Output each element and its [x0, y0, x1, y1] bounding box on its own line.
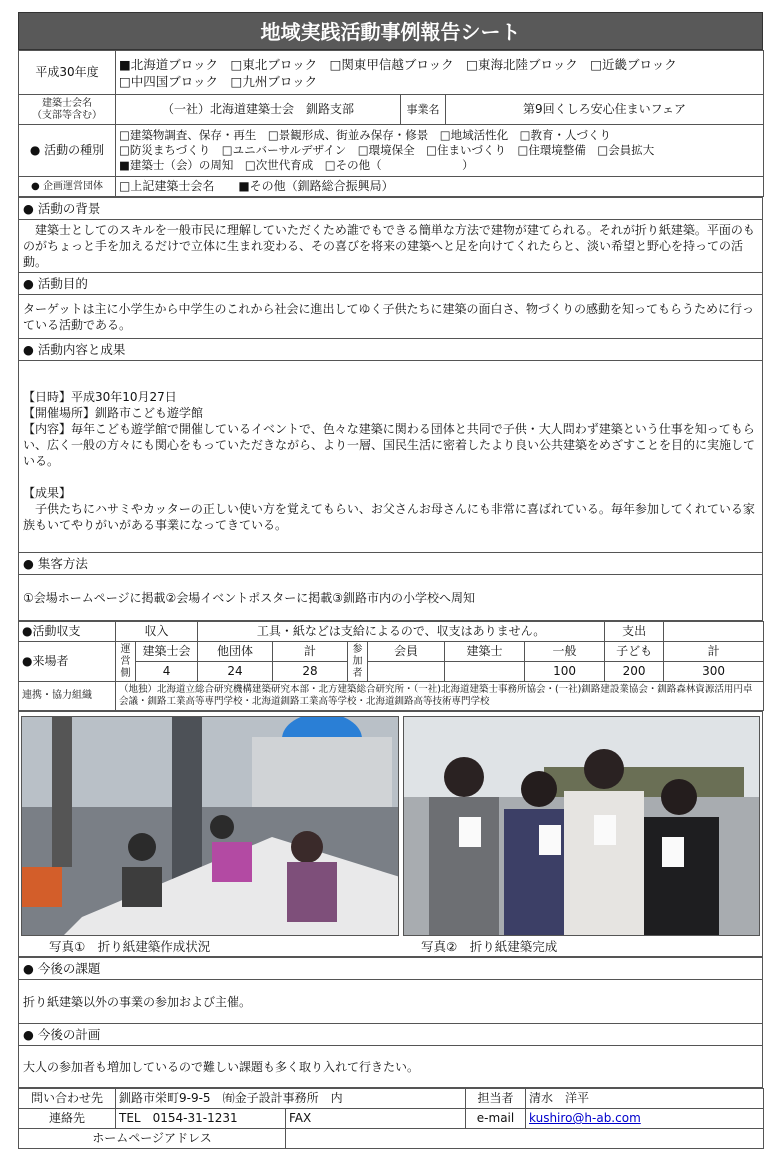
- operator-side-label: 運営側: [116, 642, 136, 682]
- activity-type-label: ● 活動の種別: [19, 125, 116, 177]
- participant-header: 計: [664, 642, 764, 662]
- photo-origami-completed: [403, 716, 760, 936]
- block-options: [116, 51, 764, 95]
- org-label: 建築士会名 （支部等含む）: [19, 95, 116, 125]
- header-table: [18, 50, 764, 197]
- participant-header: 一般: [525, 642, 605, 662]
- partners-label: 連携・協力組織: [19, 682, 116, 711]
- participant-header: 子ども: [605, 642, 664, 662]
- operator-header: 他団体: [198, 642, 273, 662]
- page-title: 地域実践活動事例報告シート: [18, 12, 763, 50]
- project-label: 事業名: [401, 95, 446, 125]
- person-label: 担当者: [466, 1089, 526, 1109]
- participant-value: 100: [525, 662, 605, 682]
- operator-value: 28: [273, 662, 348, 682]
- operator-value: 4: [136, 662, 198, 682]
- participant-value: 200: [605, 662, 664, 682]
- fiscal-year: 平成30年度: [19, 51, 116, 95]
- email-label: e-mail: [466, 1109, 526, 1129]
- purpose-heading: ● 活動目的: [19, 273, 763, 295]
- photo-origami-workshop: [21, 716, 399, 936]
- homepage-label: ホームページアドレス: [19, 1129, 286, 1149]
- participant-value: [368, 662, 445, 682]
- contact-label: 問い合わせ先: [19, 1089, 116, 1109]
- participant-label: 参加者: [348, 642, 368, 682]
- activity-type-options: □建築物調査、保存・再生 □景観形成、街並み保存・修景 □地域活性化 □教育・人づくり □防災まちづくり □ユニバーサルデザイン □環境保全 □住まいづくり □住環境整備 □会員拡大 ■建築士（会）の周知 □次世代育成 □その他（ ）: [116, 125, 764, 177]
- contact-table: [18, 1088, 764, 1149]
- photos-table: [18, 711, 763, 957]
- contact-address: 釧路市栄町9-9-5 ㈲金子設計事務所 内: [116, 1089, 466, 1109]
- photo1-caption: 写真① 折り紙建築作成状況: [49, 939, 211, 954]
- operator-value: 24: [198, 662, 273, 682]
- operator-header: 建築士会: [136, 642, 198, 662]
- participant-header: 会員: [368, 642, 445, 662]
- project-name: 第9回くしろ安心住まいフェア: [446, 95, 764, 125]
- attract-text: ①会場ホームページに掲載②会場イベントポスターに掲載③釧路市内の小学校へ周知: [19, 575, 763, 621]
- contact2-label: 連絡先: [19, 1109, 116, 1129]
- organizer-options: □上記建築士会名 ■その他（釧路総合振興局）: [116, 177, 764, 197]
- expense-label: 支出: [605, 622, 664, 642]
- income-text: 工具・紙などは支給によるので、収支はありません。: [198, 622, 605, 642]
- purpose-text: ターゲットは主に小学生から中学生のこれから社会に進出してゆく子供たちに建築の面白さ、物づくりの感動を知ってもらうために行っている活動である。: [19, 295, 763, 339]
- participant-header: 建築士: [445, 642, 525, 662]
- email-link[interactable]: kushiro@h-ab.com: [529, 1111, 641, 1125]
- photo2-caption: 写真② 折り紙建築完成: [421, 939, 558, 954]
- person-name: 清水 洋平: [526, 1089, 764, 1109]
- budget-table: [18, 621, 764, 711]
- participant-value: [445, 662, 525, 682]
- sections-table: [18, 197, 763, 621]
- background-text: 建築士としてのスキルを一般市民に理解していただくため誰でもできる簡単な方法で建物が建てられる。それが折り紙建築。平面のものがちょっと手を加えるだけで立体に生まれ変わる、その喜びを将来の建築へと足を向けてくれたらと、淡い希望と野心を持っての活動。: [19, 220, 763, 273]
- income-label: 収入: [116, 622, 198, 642]
- plan-text: 大人の参加者も増加しているので難しい課題も多く取り入れて行きたい。: [19, 1046, 763, 1088]
- content-text: 【日時】平成30年10月27日 【開催場所】釧路市こども遊学館 【内容】毎年こども遊学館で開催しているイベントで、色々な建築に関わる団体と共同で子供・大人問わず建築という仕事を知ってもらい、広く一般の方々にも関心をもっていただきながら、より一層、国民生活に密着したより良い公共建築をめざすことを目的に実施している。 【成果】 子供たちにハサミやカッターの正しい使い方を覚えてもらい、お父さんお母さんにも非常に喜ばれている。毎年参加してくれている家族もいてやりがいがある事業になってきている。: [19, 361, 763, 553]
- background-heading: ● 活動の背景: [19, 198, 763, 220]
- expense-value: [664, 622, 764, 642]
- visitors-label: ●来場者: [19, 642, 116, 682]
- partners-text: （地独）北海道立総合研究機構建築研究本部・北方建築総合研究所・（一社)北海道建築士事務所協会・(一社)釧路建設業協会・釧路森林資源活用円卓会議・釧路工業高等専門学校・北海道釧路工業高等学校・北海道釧路高等技術専門学校: [116, 682, 764, 711]
- content-heading: ● 活動内容と成果: [19, 339, 763, 361]
- block-options-line1: ■北海道ブロック □東北ブロック □関東甲信越ブロック □東海北陸ブロック □近畿ブロック: [119, 56, 677, 72]
- operator-header: 計: [273, 642, 348, 662]
- attract-heading: ● 集客方法: [19, 553, 763, 575]
- tel: TEL 0154-31-1231: [116, 1109, 286, 1129]
- issues-text: 折り紙建築以外の事業の参加および主催。: [19, 980, 763, 1024]
- future-table: [18, 957, 763, 1088]
- plan-heading: ● 今後の計画: [19, 1024, 763, 1046]
- org-name: （一社）北海道建築士会 釧路支部: [116, 95, 401, 125]
- organizer-label: ● 企画運営団体: [19, 177, 116, 197]
- block-options-line2: □中四国ブロック □九州ブロック: [119, 73, 318, 89]
- fax: FAX: [286, 1109, 466, 1129]
- participant-value: 300: [664, 662, 764, 682]
- report-sheet: [18, 12, 763, 1149]
- budget-label: ●活動収支: [19, 622, 116, 642]
- homepage-value: [286, 1129, 764, 1149]
- issues-heading: ● 今後の課題: [19, 958, 763, 980]
